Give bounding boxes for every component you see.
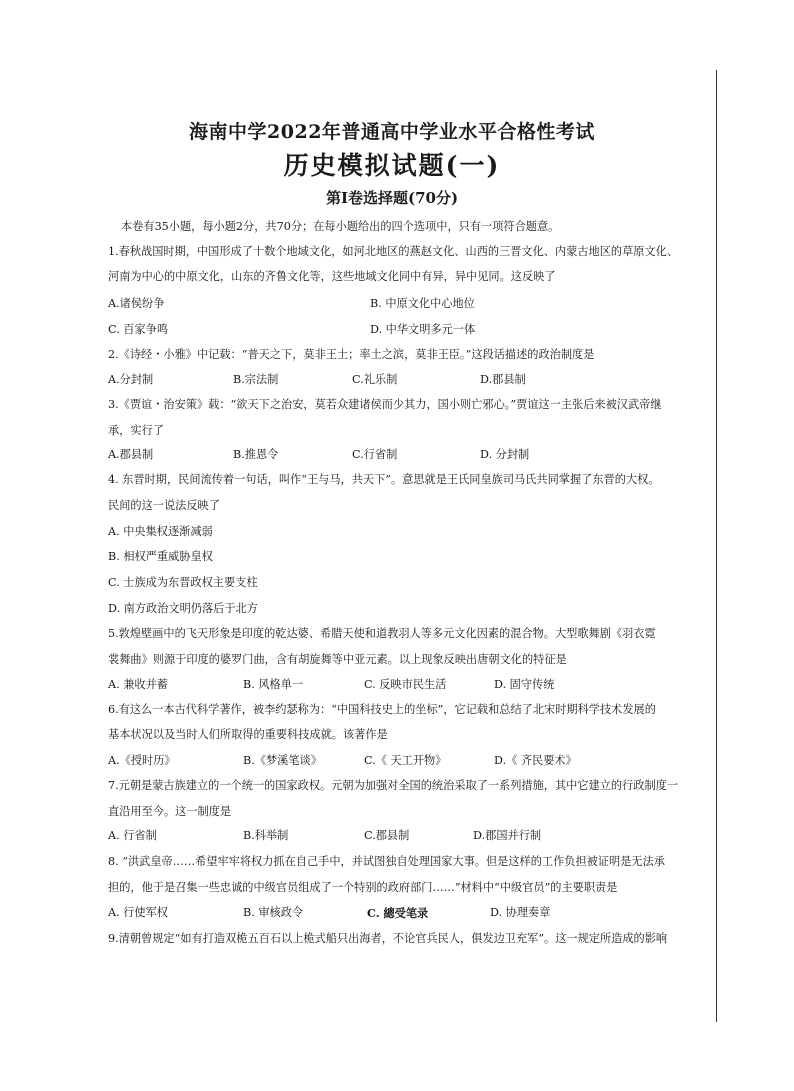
question-4-stem-line-1: 4. 东晋时期，民间流传着一句话，叫作“王与马，共天下”。意思就是王氏同皇族司马氏共同掌握了东晋的大权。 — [108, 473, 660, 486]
question-1-stem-line-1: 1.春秋战国时期，中国形成了十数个地域文化，如河北地区的燕赵文化、山西的三晋文化、内蒙古地区的草原文化、 — [108, 245, 679, 258]
question-1-stem-line-2: 河南为中心的中原文化，山东的齐鲁文化等，这些地域文化同中有异，异中见同。这反映了 — [108, 270, 556, 283]
question-8-option-b: B. 审核政令 — [243, 906, 304, 919]
question-9-stem: 9.清朝曾规定“如有打造双桅五百石以上桅式船只出海者，不论官兵民人，俱发边卫充军”。这一规定所造成的影响 — [108, 932, 668, 945]
question-3-stem-line-2: 承，实行了 — [108, 424, 164, 437]
question-1-option-d: D. 中华文明多元一体 — [370, 323, 476, 336]
question-2-option-d: D.郡县制 — [480, 373, 526, 386]
question-4-option-b: B. 相权严重威胁皇权 — [108, 550, 213, 563]
question-5-stem-line-1: 5.敦煌壁画中的飞天形象是印度的乾达婆、希腊天使和道教羽人等多元文化因素的混合物。大型歌舞剧《羽衣霓 — [108, 627, 656, 640]
section-title: 第Ⅰ卷选择题(70分) — [325, 189, 459, 207]
question-4-option-a: A. 中央集权逐渐减弱 — [108, 525, 213, 538]
question-8-option-c: C. 總受笔录 — [367, 906, 429, 920]
question-1-option-a: A.诸侯纷争 — [108, 297, 165, 310]
question-4-option-c: C. 士族成为东晋政权主要支柱 — [108, 576, 258, 589]
question-8-option-a: A. 行使军权 — [108, 906, 168, 919]
question-5-option-a: A. 兼收并蓄 — [108, 678, 168, 691]
question-3-option-c: C.行省制 — [352, 448, 398, 461]
exam-title: 海南中学2022年普通高中学业水平合格性考试 — [189, 121, 595, 143]
question-7-stem-line-2: 直沿用至今。这一制度是 — [108, 805, 232, 818]
question-2-option-b: B.宗法制 — [233, 373, 279, 386]
question-8-stem-line-2: 担的，他于是召集一些忠诚的中级官员组成了一个特别的政府部门……”材料中“中级官员”的主要职责是 — [108, 881, 618, 894]
question-6-stem-line-2: 基本状况以及当时人们所取得的重要科技成就。该著作是 — [108, 728, 388, 741]
margin-divider-line — [716, 70, 717, 1022]
question-7-stem-line-1: 7.元朝是蒙古族建立的一个统一的国家政权。元朝为加强对全国的统治采取了一系列措施，其中它建立的行政制度一 — [108, 779, 679, 792]
question-8-stem-line-1: 8. “洪武皇帝……希望牢牢将权力抓在自己手中，并试图独自处理国家大事。但是这样的工作负担被证明是无法承 — [108, 855, 665, 868]
question-2-option-a: A.分封制 — [108, 373, 154, 386]
question-6-option-c: C.《 天工开物》 — [364, 754, 447, 767]
question-4-option-d: D. 南方政治文明仍落后于北方 — [108, 602, 258, 615]
question-2-stem: 2.《诗经・小雅》中记载：“普天之下，莫非王土；率土之滨，莫非王臣。”这段话描述的政治制度是 — [108, 348, 595, 361]
question-1-option-b: B. 中原文化中心地位 — [370, 297, 475, 310]
question-3-option-b: B.推恩令 — [233, 448, 279, 461]
question-7-option-c: C.郡县制 — [364, 829, 410, 842]
paper-title: 历史模拟试题(一) — [283, 151, 501, 180]
question-7-option-b: B.科举制 — [243, 829, 289, 842]
question-5-option-c: C. 反映市民生活 — [364, 678, 447, 691]
question-5-option-d: D. 固守传统 — [494, 678, 555, 691]
question-4-stem-line-2: 民间的这一说法反映了 — [108, 499, 220, 512]
question-6-stem-line-1: 6.有这么一本古代科学著作，被李约瑟称为：“中国科技史上的坐标”，它记载和总结了北宋时期科学技术发展的 — [108, 703, 656, 716]
question-3-option-d: D. 分封制 — [480, 448, 530, 461]
question-1-option-c: C. 百家争鸣 — [108, 323, 169, 336]
question-7-option-d: D.郡国并行制 — [473, 829, 542, 842]
question-8-option-d: D. 协理奏章 — [490, 906, 551, 919]
instructions: 本卷有35小题，每小题2分，共70分；在每小题给出的四个选项中，只有一项符合题意。 — [121, 220, 560, 233]
question-2-option-c: C.礼乐制 — [352, 373, 398, 386]
question-6-option-d: D.《 齐民要术》 — [494, 754, 577, 767]
question-3-option-a: A.郡县制 — [108, 448, 154, 461]
question-6-option-b: B.《梦溪笔谈》 — [243, 754, 322, 767]
question-5-stem-line-2: 裳舞曲》则源于印度的婆罗门曲，含有胡旋舞等中亚元素。以上现象反映出唐朝文化的特征是 — [108, 653, 567, 666]
question-7-option-a: A. 行省制 — [108, 829, 157, 842]
question-3-stem-line-1: 3.《贾谊・治安策》载：“欲天下之治安，莫若众建诸侯而少其力，国小则亡邪心。”贾谊这一主张后来被汉武帝继 — [108, 398, 662, 411]
question-5-option-b: B. 风格单一 — [243, 678, 304, 691]
question-6-option-a: A.《授时历》 — [108, 754, 176, 767]
